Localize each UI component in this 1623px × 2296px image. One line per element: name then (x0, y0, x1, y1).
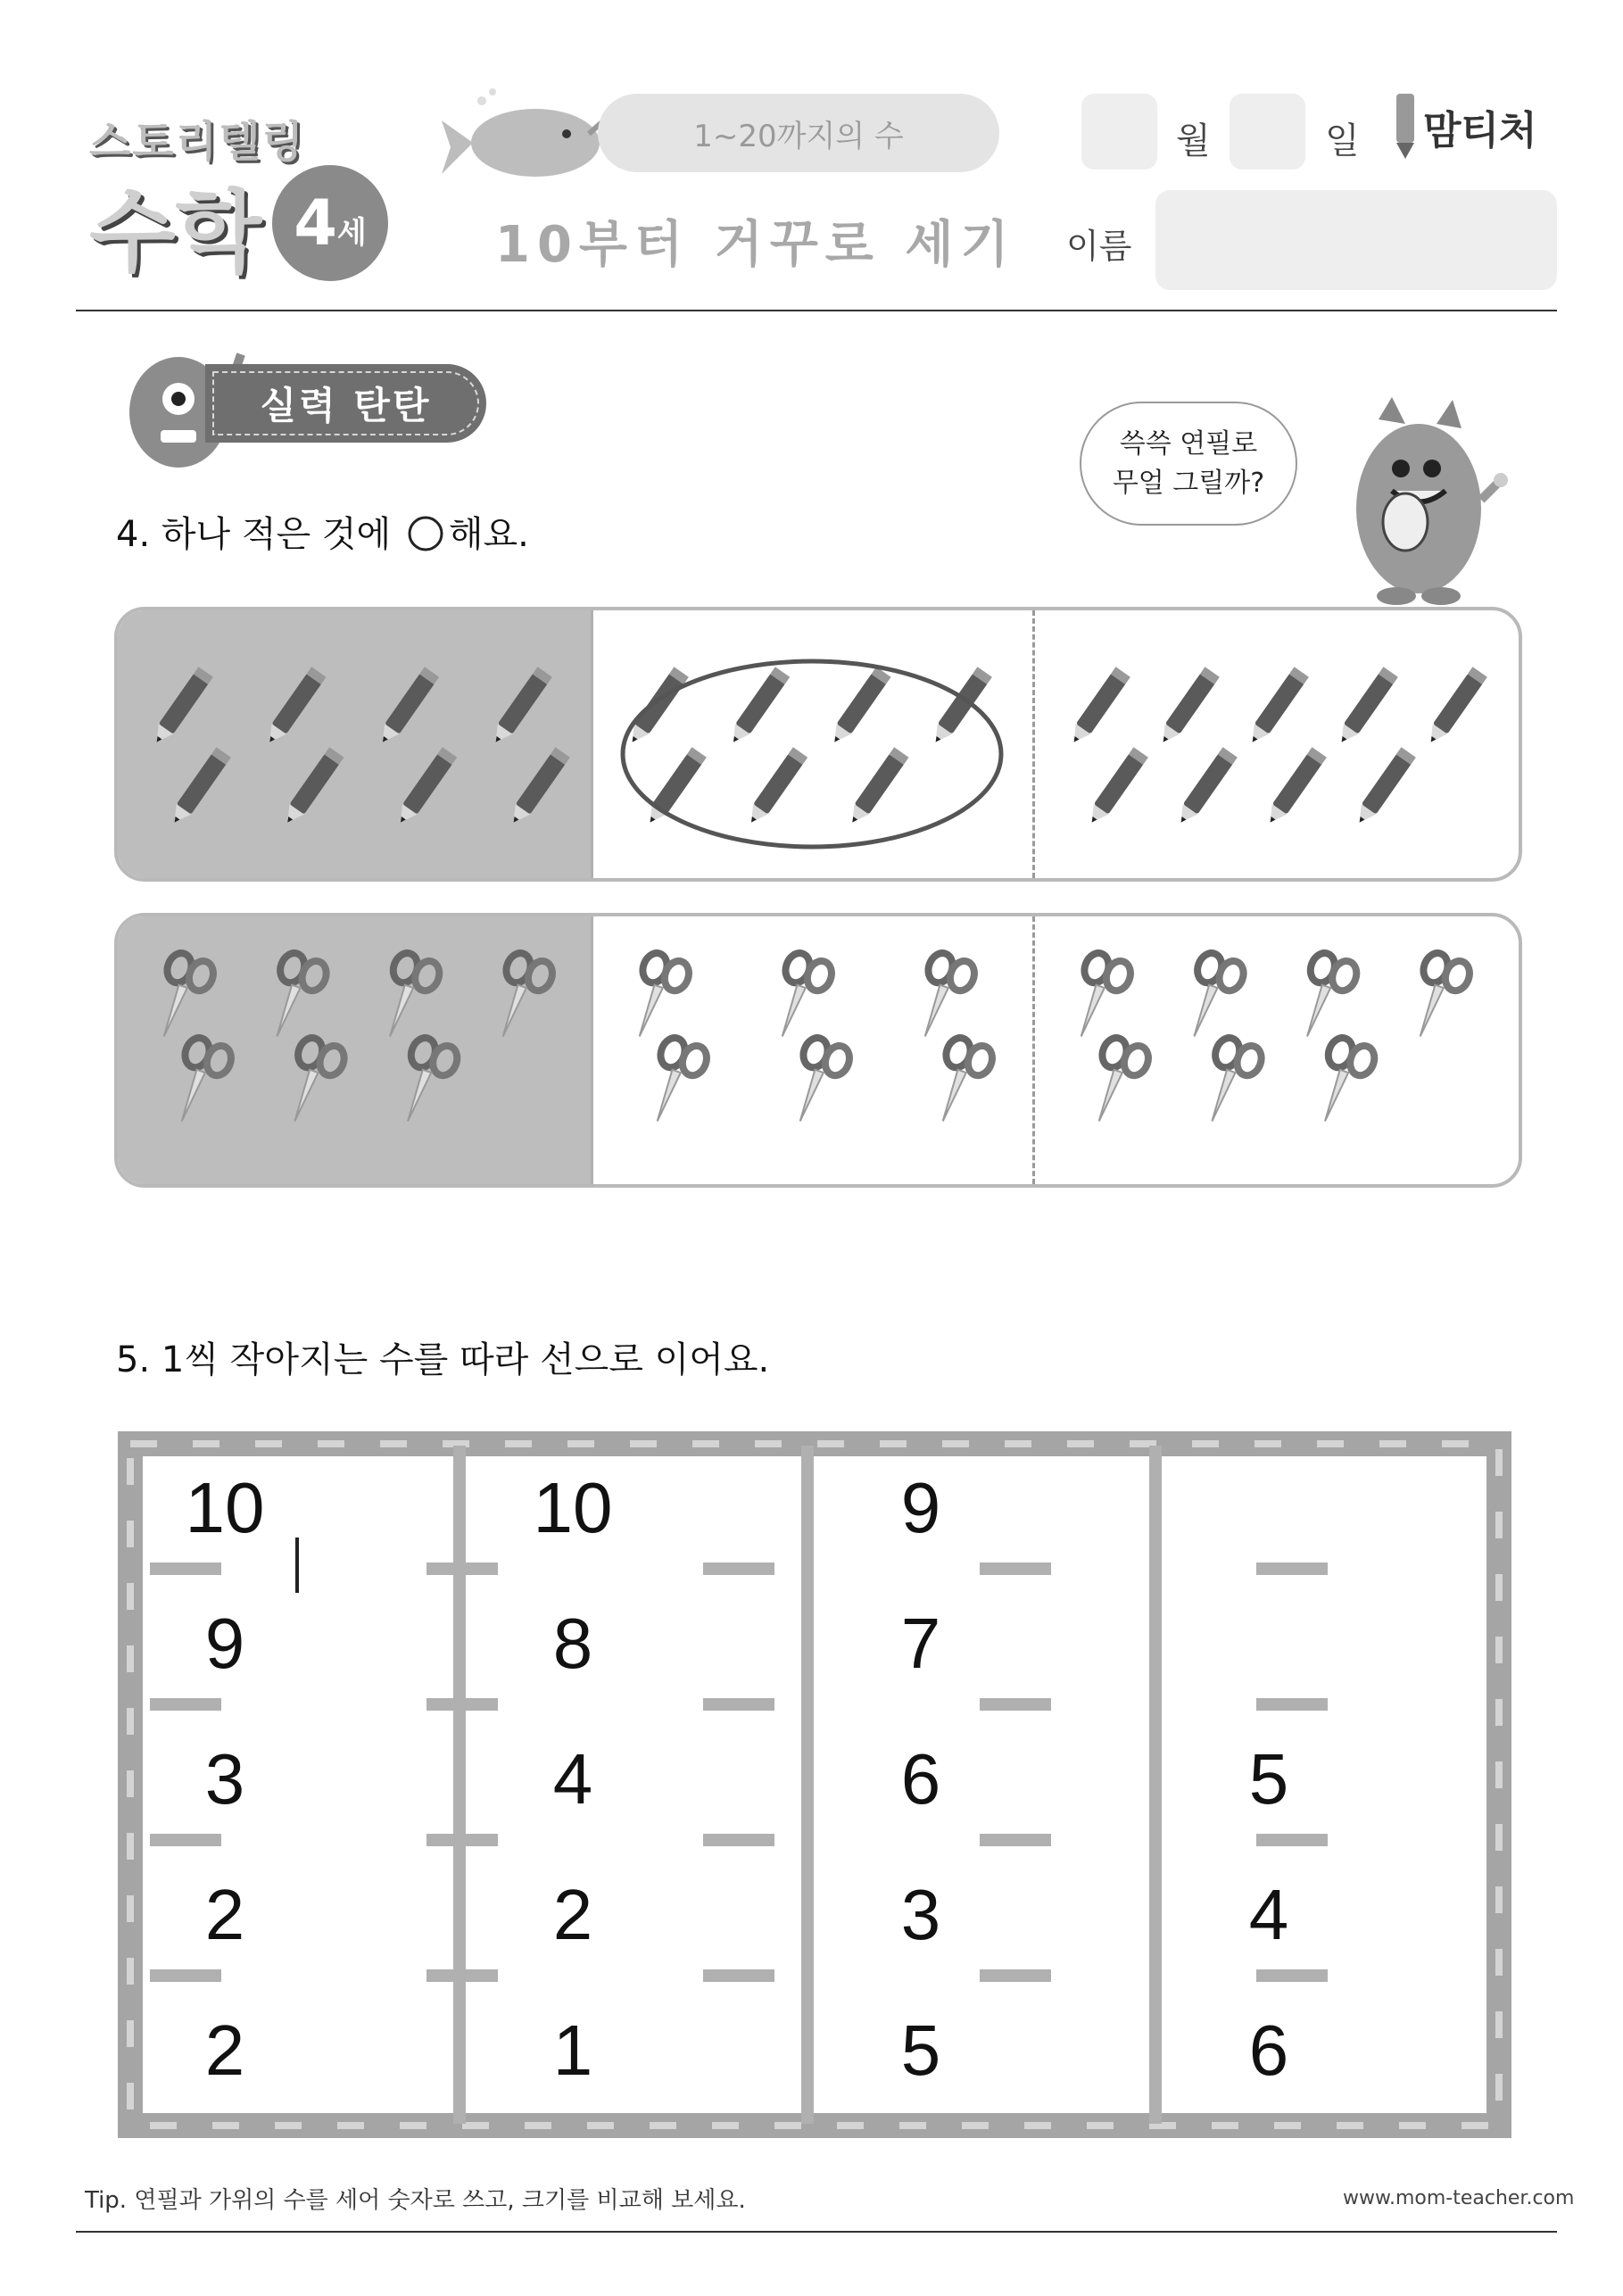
speech-line-2: 무얼 그릴까? (1112, 467, 1265, 499)
maze-number-cell[interactable]: 2 (204, 2010, 245, 2090)
section-badge-label: 실력 탄탄 (260, 384, 432, 427)
pencil-icon (149, 667, 212, 747)
pencil-group-example (118, 610, 591, 878)
scissors-icon (923, 1034, 996, 1130)
pencil-icon (1263, 747, 1326, 827)
speech-line-1: 쓱쓱 연필로 (1119, 427, 1258, 460)
day-label: 일 (1325, 120, 1360, 162)
maze-number-cell[interactable]: 4 (1248, 1875, 1289, 1954)
scissors-icon (906, 949, 978, 1045)
maze-number-cell[interactable]: 6 (900, 1739, 941, 1819)
age-unit: 세 (336, 214, 367, 251)
maze-number-cell[interactable]: 9 (204, 1604, 245, 1683)
question-4-text: 4. 하나 적은 것에 (116, 514, 392, 555)
pencil-icon (167, 747, 230, 827)
name-label: 이름 (1066, 227, 1132, 266)
scissors-icon (1175, 949, 1247, 1045)
pencil-icon (506, 747, 569, 827)
pencil-option-right[interactable] (1035, 610, 1512, 878)
logo-subject-title: 수학 (89, 180, 262, 285)
scissors-group-right (1035, 916, 1512, 1184)
pencil-icon (1155, 667, 1219, 747)
pencil-icon (1423, 667, 1486, 747)
narwhal-icon (437, 85, 616, 187)
logo-series-title: 스토리텔링 (89, 117, 305, 167)
scissors-icon (1080, 1034, 1152, 1130)
pencil-icon (1084, 747, 1147, 827)
pencil-icon (1173, 747, 1237, 827)
answer-circle-mark (616, 651, 1008, 857)
speech-bubble (1080, 402, 1297, 526)
maze-number-cell[interactable]: 6 (1248, 2010, 1289, 2090)
scissors-icon (258, 949, 330, 1045)
pencil-icon (488, 667, 551, 747)
scissors-icon (370, 949, 443, 1045)
website-url: www.mom-teacher.com (1343, 2187, 1575, 2209)
maze-number-cell[interactable]: 8 (552, 1604, 593, 1683)
pencil-icon (1066, 667, 1130, 747)
question-4 (116, 506, 529, 557)
scissors-option-right[interactable] (1035, 916, 1512, 1184)
scissors-icon (638, 1034, 710, 1130)
scissors-icon (145, 949, 217, 1045)
maze-number-cell[interactable]: 4 (552, 1739, 593, 1819)
pencil-icon (393, 747, 457, 827)
tip-text: Tip. 연필과 가위의 수를 세어 숫자로 쓰고, 크기를 비교해 보세요. (85, 2187, 746, 2214)
maze-number-cell[interactable]: 10 (185, 1468, 265, 1547)
pencil-icon (1245, 667, 1308, 747)
month-field[interactable] (1081, 94, 1157, 170)
footer-divider (76, 2231, 1557, 2233)
scissors-icon (162, 1034, 235, 1130)
maze-number-cell[interactable]: 2 (552, 1875, 593, 1954)
pencil-mascot-icon (1387, 89, 1423, 161)
name-field[interactable] (1155, 190, 1557, 290)
pencil-icon (1352, 747, 1415, 827)
maze-number-cell[interactable]: 3 (900, 1875, 941, 1954)
month-label: 월 (1176, 120, 1211, 162)
scissors-example-group (118, 916, 591, 1184)
maze-number-cell[interactable]: 3 (204, 1739, 245, 1819)
scissors-icon (620, 949, 692, 1045)
brand-logo: 맘티처 (1423, 108, 1537, 153)
maze-number-cell[interactable]: 5 (1248, 1739, 1289, 1819)
scissors-icon (1288, 949, 1360, 1045)
scissors-icon (763, 949, 835, 1045)
scissors-icon (781, 1034, 853, 1130)
maze-number-cell[interactable]: 5 (900, 2010, 941, 2090)
header-divider (76, 310, 1557, 311)
circle-mark-icon (406, 516, 445, 551)
topic-pill: 1~20까지의 수 (598, 94, 999, 172)
scissors-icon (276, 1034, 348, 1130)
worksheet-subtitle: 10부터 거꾸로 세기 (495, 216, 1016, 274)
maze-number-cell[interactable]: 2 (204, 1875, 245, 1954)
scissors-group-left (593, 916, 1031, 1184)
pencil-example-group (118, 610, 591, 878)
scissors-icon (1305, 1034, 1378, 1130)
scissors-icon (388, 1034, 460, 1130)
scissors-icon (1062, 949, 1134, 1045)
maze-number-cell[interactable]: 10 (533, 1468, 613, 1547)
question-4-text-end: 해요. (448, 514, 529, 555)
pencil-icon (376, 667, 439, 747)
scissors-icon (1401, 949, 1473, 1045)
question-5-text: 5. 1씩 작아지는 수를 따라 선으로 이어요. (116, 1339, 770, 1380)
scissors-icon (484, 949, 556, 1045)
horned-monster-mascot-icon (1329, 393, 1508, 607)
day-field[interactable] (1230, 94, 1305, 170)
age-number: 4 (294, 186, 337, 260)
age-badge (272, 165, 388, 281)
maze-number-cell[interactable]: 7 (900, 1604, 941, 1683)
maze-number-cell[interactable]: 9 (900, 1468, 941, 1547)
section-badge (205, 364, 486, 443)
maze-number-cell[interactable]: 1 (552, 2010, 593, 2090)
scissors-icon (1193, 1034, 1265, 1130)
pencil-icon (1334, 667, 1397, 747)
pencil-group-right (1035, 610, 1512, 878)
scissors-row (114, 913, 1522, 1188)
scissors-group-example (118, 916, 591, 1184)
scissors-option-left[interactable] (593, 916, 1031, 1184)
pencil-icon (280, 747, 344, 827)
pencil-icon (262, 667, 326, 747)
